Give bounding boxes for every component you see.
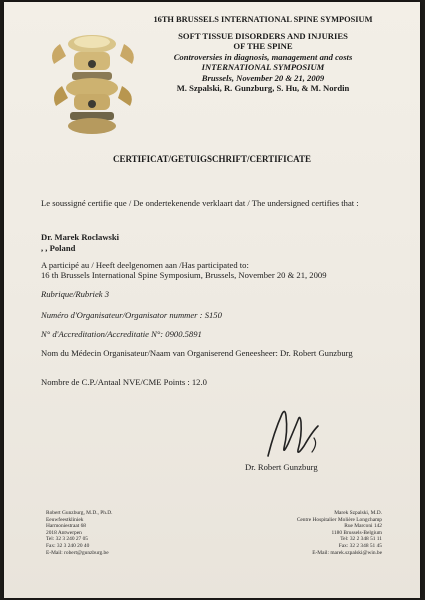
accreditation-number: N° d'Accreditation/Accreditatie N°: 0900.5891 — [41, 329, 202, 339]
spine-logo — [44, 26, 144, 136]
header — [132, 15, 394, 94]
address-right-line: Fax: 32 2 348 51 45 — [338, 542, 382, 549]
organizing-doctor: Nom du Médecin Organisateur/Naam van Organiserend Geneesheer: Dr. Robert Gunzburg — [41, 348, 353, 358]
certificate-title: CERTIFICAT/GETUIGSCHRIFT/CERTIFICATE — [112, 154, 312, 164]
address-left-line: Fax: 32 3 240 20 40 — [46, 542, 90, 549]
symposium-title-line1: SOFT TISSUE DISORDERS AND INJURIES — [178, 30, 348, 41]
symposium-title-line2: OF THE SPINE — [233, 41, 293, 51]
address-left-line: Robert Gunzburg, M.D., Ph.D. — [46, 510, 113, 516]
address-left-line: Harmoniestraat 68 — [46, 523, 86, 530]
address-left-line: 2018 Antwerpen — [46, 529, 82, 536]
address-right-line: Centre Hospitalier Molière Longchamp — [296, 516, 382, 523]
symposium-location-date: Brussels, November 20 & 21, 2009 — [201, 72, 325, 83]
address-right — [274, 510, 382, 556]
address-right-line: E-Mail: marek.szpalski@win.be — [312, 549, 382, 556]
signer-name: Dr. Robert Gunzburg — [245, 462, 318, 472]
rubric: Rubrique/Rubriek 3 — [41, 289, 110, 299]
address-right-line: 1180 Brussels-Belgium — [331, 529, 382, 536]
address-left-line: Eeuwfeestkliniek — [46, 516, 84, 523]
address-left-line: E-Mail: robert@gunzburg.be — [46, 549, 109, 556]
participant-country: , , Poland — [41, 243, 76, 253]
address-right-line: Rue Marconi 142 — [344, 523, 382, 530]
symposium-type: INTERNATIONAL SYMPOSIUM — [201, 62, 325, 72]
participated-label: A participé au / Heeft deelgenomen aan /Has participated to: — [41, 260, 249, 270]
intro-text: Le soussigné certifie que / De ondertekenende verklaart dat / The undersigned certifies that : — [41, 198, 359, 208]
address-right-line: Tel: 32 2 348 51 11 — [340, 536, 382, 543]
event-name: 16 th Brussels International Spine Symposium, Brussels, November 20 & 21, 2009 — [41, 270, 327, 280]
address-left — [46, 510, 113, 556]
address-right-line: Marek Szpalski, M.D. — [334, 510, 382, 516]
organizer-number: Numéro d'Organisateur/Organisator nummer : S150 — [41, 310, 222, 320]
cme-points: Nombre de C.P./Antaal NVE/CME Points : 12.0 — [41, 377, 207, 387]
participant-name: Dr. Marek Roclawski — [41, 232, 120, 242]
address-left-line: Tel: 32 3 240 27 05 — [46, 536, 88, 543]
handwritten-signature — [254, 402, 344, 464]
certificate-page — [4, 2, 420, 598]
symposium-name: 16TH BRUSSELS INTERNATIONAL SPINE SYMPOSIUM — [153, 15, 373, 24]
symposium-subtitle: Controversies in diagnosis, management and costs — [173, 51, 353, 62]
symposium-organizers: M. Szpalski, R. Gunzburg, S. Hu, & M. Nordin — [176, 83, 350, 93]
